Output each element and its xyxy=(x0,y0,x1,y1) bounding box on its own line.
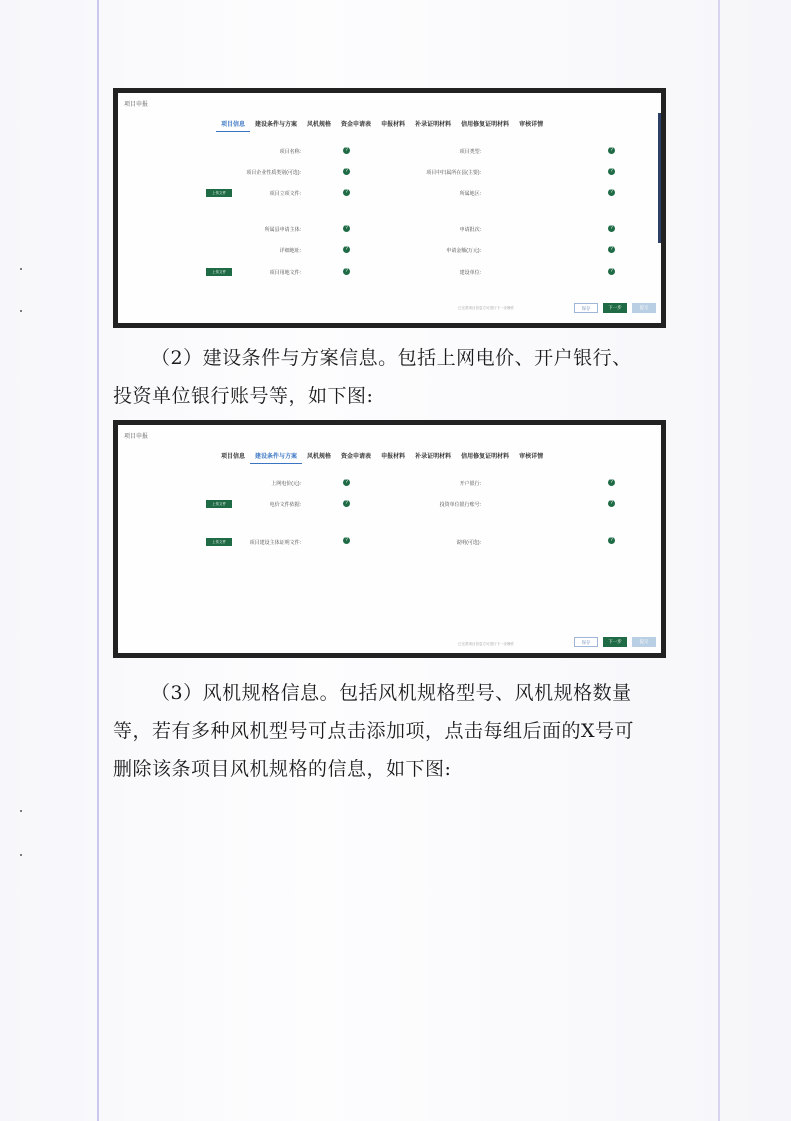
screenshot-construction-plan xyxy=(113,420,666,658)
field-label: 投资单位银行账号: xyxy=(439,502,481,508)
paragraph-line: 投资单位银行账号等，如下图: xyxy=(113,385,374,407)
tab-review-details[interactable]: 审核详情 xyxy=(519,454,544,460)
tab-credit-repair[interactable]: 信用修复证明材料 xyxy=(461,454,510,460)
help-icon[interactable]: ? xyxy=(608,189,615,196)
help-icon[interactable]: ? xyxy=(608,537,615,544)
field-label: 项目立项文件: xyxy=(269,191,301,197)
paragraph-line: （2）建设条件与方案信息。包括上网电价、开户银行、 xyxy=(151,347,632,369)
tab-materials[interactable]: 申报材料 xyxy=(381,454,406,460)
field-label: 电价文件依据: xyxy=(269,502,301,508)
tab-supplementary[interactable]: 补录证明材料 xyxy=(415,122,452,128)
help-icon[interactable]: ? xyxy=(343,268,350,275)
tab-bar xyxy=(216,120,548,132)
upload-button[interactable]: 上传文件 xyxy=(206,500,232,508)
paragraph-construction xyxy=(113,339,673,415)
field-label: 上网电价(元): xyxy=(271,481,301,487)
tab-credit-repair[interactable]: 信用修复证明材料 xyxy=(461,122,510,128)
submit-button[interactable]: 提交 xyxy=(632,637,656,647)
help-icon[interactable]: ? xyxy=(608,147,615,154)
panel-title: 项目申报 xyxy=(124,102,149,108)
field-label: 申请金额(万元): xyxy=(446,248,481,254)
save-button[interactable]: 保存 xyxy=(574,303,598,313)
field-label: 项目用地文件: xyxy=(269,270,301,276)
scan-dot xyxy=(20,810,22,812)
tab-construction[interactable]: 建设条件与方案 xyxy=(250,452,302,464)
field-label: 项目类型: xyxy=(459,149,481,155)
scrollbar[interactable] xyxy=(658,113,661,243)
field-label: 所属地区: xyxy=(459,191,481,197)
help-icon[interactable]: ? xyxy=(343,225,350,232)
upload-button[interactable]: 上传文件 xyxy=(206,538,232,546)
tab-construction[interactable]: 建设条件与方案 xyxy=(255,122,298,128)
tab-bar xyxy=(216,452,548,464)
field-label: 建设单位: xyxy=(459,270,481,276)
help-icon[interactable]: ? xyxy=(608,225,615,232)
save-button[interactable]: 保存 xyxy=(574,637,598,647)
panel-title: 项目申报 xyxy=(124,434,149,440)
footer-note: 已完善项目信息方可进行下一步操作 xyxy=(458,306,514,310)
field-label: 说明(可选): xyxy=(456,540,481,546)
help-icon[interactable]: ? xyxy=(608,268,615,275)
screenshot-project-info xyxy=(113,88,666,328)
submit-button[interactable]: 提交 xyxy=(632,303,656,313)
field-label: 项目中归属所在县(主要): xyxy=(426,170,481,176)
scan-dot xyxy=(20,854,22,856)
help-icon[interactable]: ? xyxy=(608,246,615,253)
tab-fund-application[interactable]: 资金申请表 xyxy=(341,454,372,460)
field-label: 项目企业性质类别(可选): xyxy=(246,170,301,176)
field-label: 所属县申请主体: xyxy=(264,227,301,233)
help-icon[interactable]: ? xyxy=(343,479,350,486)
field-label: 开户银行: xyxy=(459,481,481,487)
help-icon[interactable]: ? xyxy=(343,189,350,196)
tab-review-details[interactable]: 审核详情 xyxy=(519,122,544,128)
scan-artifact-line xyxy=(718,0,720,1121)
scan-artifact-line xyxy=(97,0,99,1121)
paragraph-turbine-spec xyxy=(113,674,673,788)
field-label: 申请批次: xyxy=(459,227,481,233)
scan-dot xyxy=(20,310,22,312)
help-icon[interactable]: ? xyxy=(343,246,350,253)
tab-project-info[interactable]: 项目信息 xyxy=(216,120,250,132)
paragraph-line: （3）风机规格信息。包括风机规格型号、风机规格数量 xyxy=(151,682,632,704)
footer-note: 已完善项目信息方可进行下一步操作 xyxy=(458,642,514,646)
help-icon[interactable]: ? xyxy=(343,147,350,154)
tab-turbine-spec[interactable]: 风机规格 xyxy=(307,122,332,128)
help-icon[interactable]: ? xyxy=(608,479,615,486)
help-icon[interactable]: ? xyxy=(343,168,350,175)
field-label: 项目名称: xyxy=(279,149,301,155)
help-icon[interactable]: ? xyxy=(343,537,350,544)
next-button[interactable]: 下一步 xyxy=(603,637,627,647)
field-label: 项目建设主体证明文件: xyxy=(249,540,301,546)
paragraph-line: 等，若有多种风机型号可点击添加项，点击每组后面的X号可 xyxy=(113,720,635,742)
scan-dot xyxy=(20,268,22,270)
tab-fund-application[interactable]: 资金申请表 xyxy=(341,122,372,128)
tab-materials[interactable]: 申报材料 xyxy=(381,122,406,128)
upload-button[interactable]: 上传文件 xyxy=(206,189,232,197)
paragraph-line: 删除该条项目风机规格的信息，如下图: xyxy=(113,758,452,780)
field-label: 详细地址: xyxy=(279,248,301,254)
tab-project-info[interactable]: 项目信息 xyxy=(221,454,246,460)
upload-button[interactable]: 上传文件 xyxy=(206,268,232,276)
help-icon[interactable]: ? xyxy=(608,168,615,175)
help-icon[interactable]: ? xyxy=(608,500,615,507)
tab-turbine-spec[interactable]: 风机规格 xyxy=(307,454,332,460)
next-button[interactable]: 下一步 xyxy=(603,303,627,313)
help-icon[interactable]: ? xyxy=(343,500,350,507)
tab-supplementary[interactable]: 补录证明材料 xyxy=(415,454,452,460)
